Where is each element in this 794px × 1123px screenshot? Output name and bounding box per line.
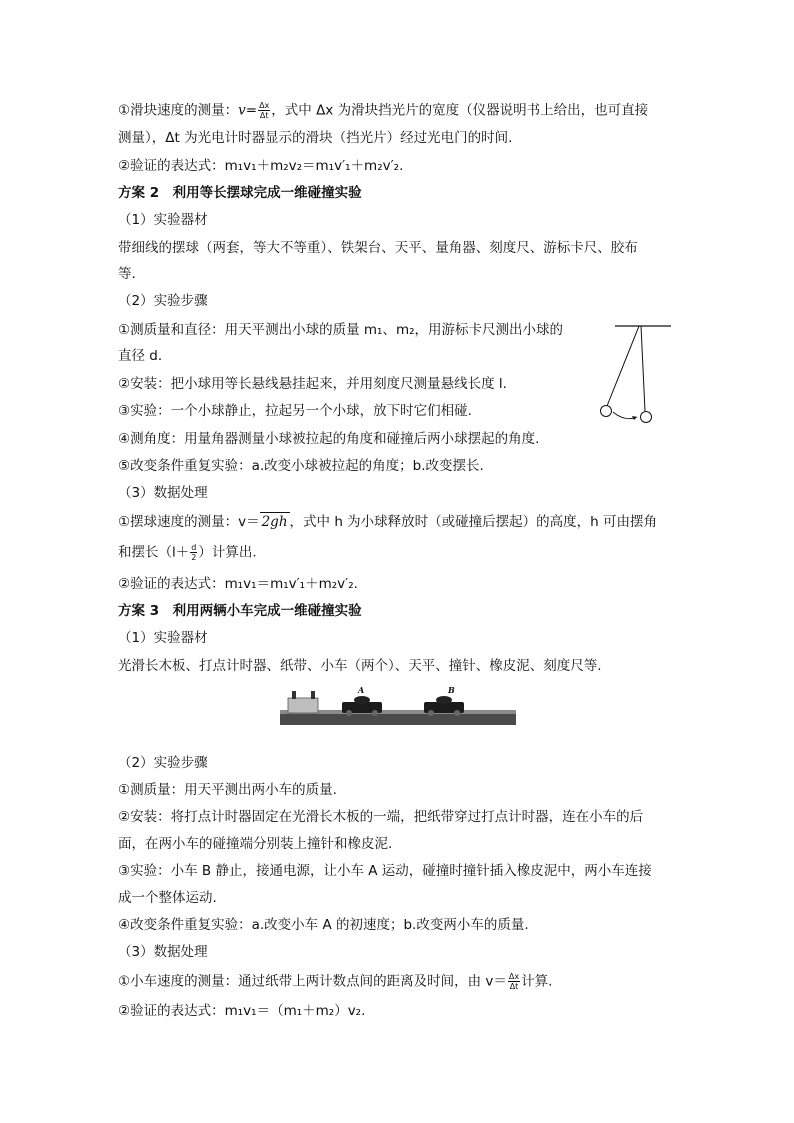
ball-left bbox=[601, 406, 612, 417]
text-line: ②安装：将打点计时器固定在光滑长木板的一端，把纸带穿过打点计时器，连在小车的后 bbox=[118, 809, 644, 825]
pendulum-figure bbox=[595, 318, 675, 428]
text-line: ①测质量：用天平测出两小车的质量. bbox=[118, 782, 337, 798]
cart-a-label: A bbox=[358, 686, 365, 695]
text-line: ②安装：把小球用等长悬线悬挂起来，并用刻度尺测量悬线长度 l. bbox=[118, 376, 507, 392]
subheading: （1）实验器材 bbox=[118, 212, 208, 228]
text-line: ③实验：一个小球静止，拉起另一个小球，放下时它们相碰. bbox=[118, 403, 472, 419]
string-left bbox=[607, 326, 639, 406]
text-line: ①滑块速度的测量：v= $\frac{\Delta x}{\Delta t}$ ，式中 Δx 为滑块挡光片的宽度（仪器说明书上给出，也可直接 bbox=[118, 101, 649, 120]
text-line: 带细线的摆球（两套，等大不等重）、铁架台、天平、量角器、刻度尺、游标卡尺、胶布 bbox=[118, 240, 638, 256]
timer-device bbox=[288, 698, 318, 713]
subheading: （3）数据处理 bbox=[118, 485, 208, 501]
ball-right bbox=[641, 412, 652, 423]
section-heading: 方案 3 利用两辆小车完成一维碰撞实验 bbox=[118, 603, 362, 619]
text-line: ④测角度：用量角器测量小球被拉起的角度和碰撞后两小球摆起的角度. bbox=[118, 431, 540, 447]
text-line: ①测质量和直径：用天平测出小球的质量 m₁、m₂，用游标卡尺测出小球的 bbox=[118, 322, 564, 338]
text-line: ④改变条件重复实验：a.改变小车 A 的初速度；b.改变两小车的质量. bbox=[118, 917, 529, 933]
subheading: （1）实验器材 bbox=[118, 630, 208, 646]
section-heading: 方案 2 利用等长摆球完成一维碰撞实验 bbox=[118, 185, 362, 201]
cart-b-label: B bbox=[448, 686, 455, 695]
text-line: 直径 d. bbox=[118, 348, 163, 364]
text-line: 面，在两小车的碰撞端分别装上撞针和橡皮泥. bbox=[118, 836, 393, 852]
text-line: 和摆长（l＋ $\frac{d}{2}$ ）计算出. bbox=[118, 543, 257, 562]
text-line: ①摆球速度的测量：v＝ 2gh ，式中 h 为小球释放时（或碰撞后摆起）的高度，h 可由摆角 bbox=[118, 514, 658, 530]
string-right bbox=[641, 326, 645, 411]
text-line: ⑤改变条件重复实验：a.改变小球被拉起的角度；b.改变摆长. bbox=[118, 458, 484, 474]
text-line: ①小车速度的测量：通过纸带上两计数点间的距离及时间，由 v＝ $\frac{\Delta x}{\Delta t}$ 计算. bbox=[118, 972, 553, 991]
fraction: $\frac{\Delta x}{\Delta t}$ bbox=[259, 101, 270, 120]
fraction: $\frac{\Delta x}{\Delta t}$ bbox=[508, 972, 520, 991]
text-line: 光滑长木板、打点计时器、纸带、小车（两个）、天平、撞针、橡皮泥、刻度尺等. bbox=[118, 658, 602, 674]
subheading: （2）实验步骤 bbox=[118, 755, 208, 771]
carts-photo bbox=[278, 686, 518, 730]
text-line: ②验证的表达式：m₁v₁＋m₂v₂＝m₁v′₁＋m₂v′₂. bbox=[118, 158, 404, 174]
subheading: （2）实验步骤 bbox=[118, 293, 208, 309]
subheading: （3）数据处理 bbox=[118, 944, 208, 960]
fraction: $\frac{d}{2}$ bbox=[191, 543, 197, 562]
sqrt-expression: 2gh bbox=[261, 514, 288, 530]
text-line: 测量），Δt 为光电计时器显示的滑块（挡光片）经过光电门的时间. bbox=[118, 130, 513, 146]
track-board bbox=[280, 713, 516, 725]
text-line: 成一个整体运动. bbox=[118, 890, 217, 906]
text-line: ②验证的表达式：m₁v₁＝（m₁＋m₂）v₂. bbox=[118, 1003, 366, 1019]
text-line: ②验证的表达式：m₁v₁＝m₁v′₁＋m₂v′₂. bbox=[118, 576, 358, 592]
text-line: 等. bbox=[118, 266, 136, 282]
text-line: ③实验：小车 B 静止，接通电源，让小车 A 运动，碰撞时撞针插入橡皮泥中，两小车连接 bbox=[118, 863, 652, 879]
